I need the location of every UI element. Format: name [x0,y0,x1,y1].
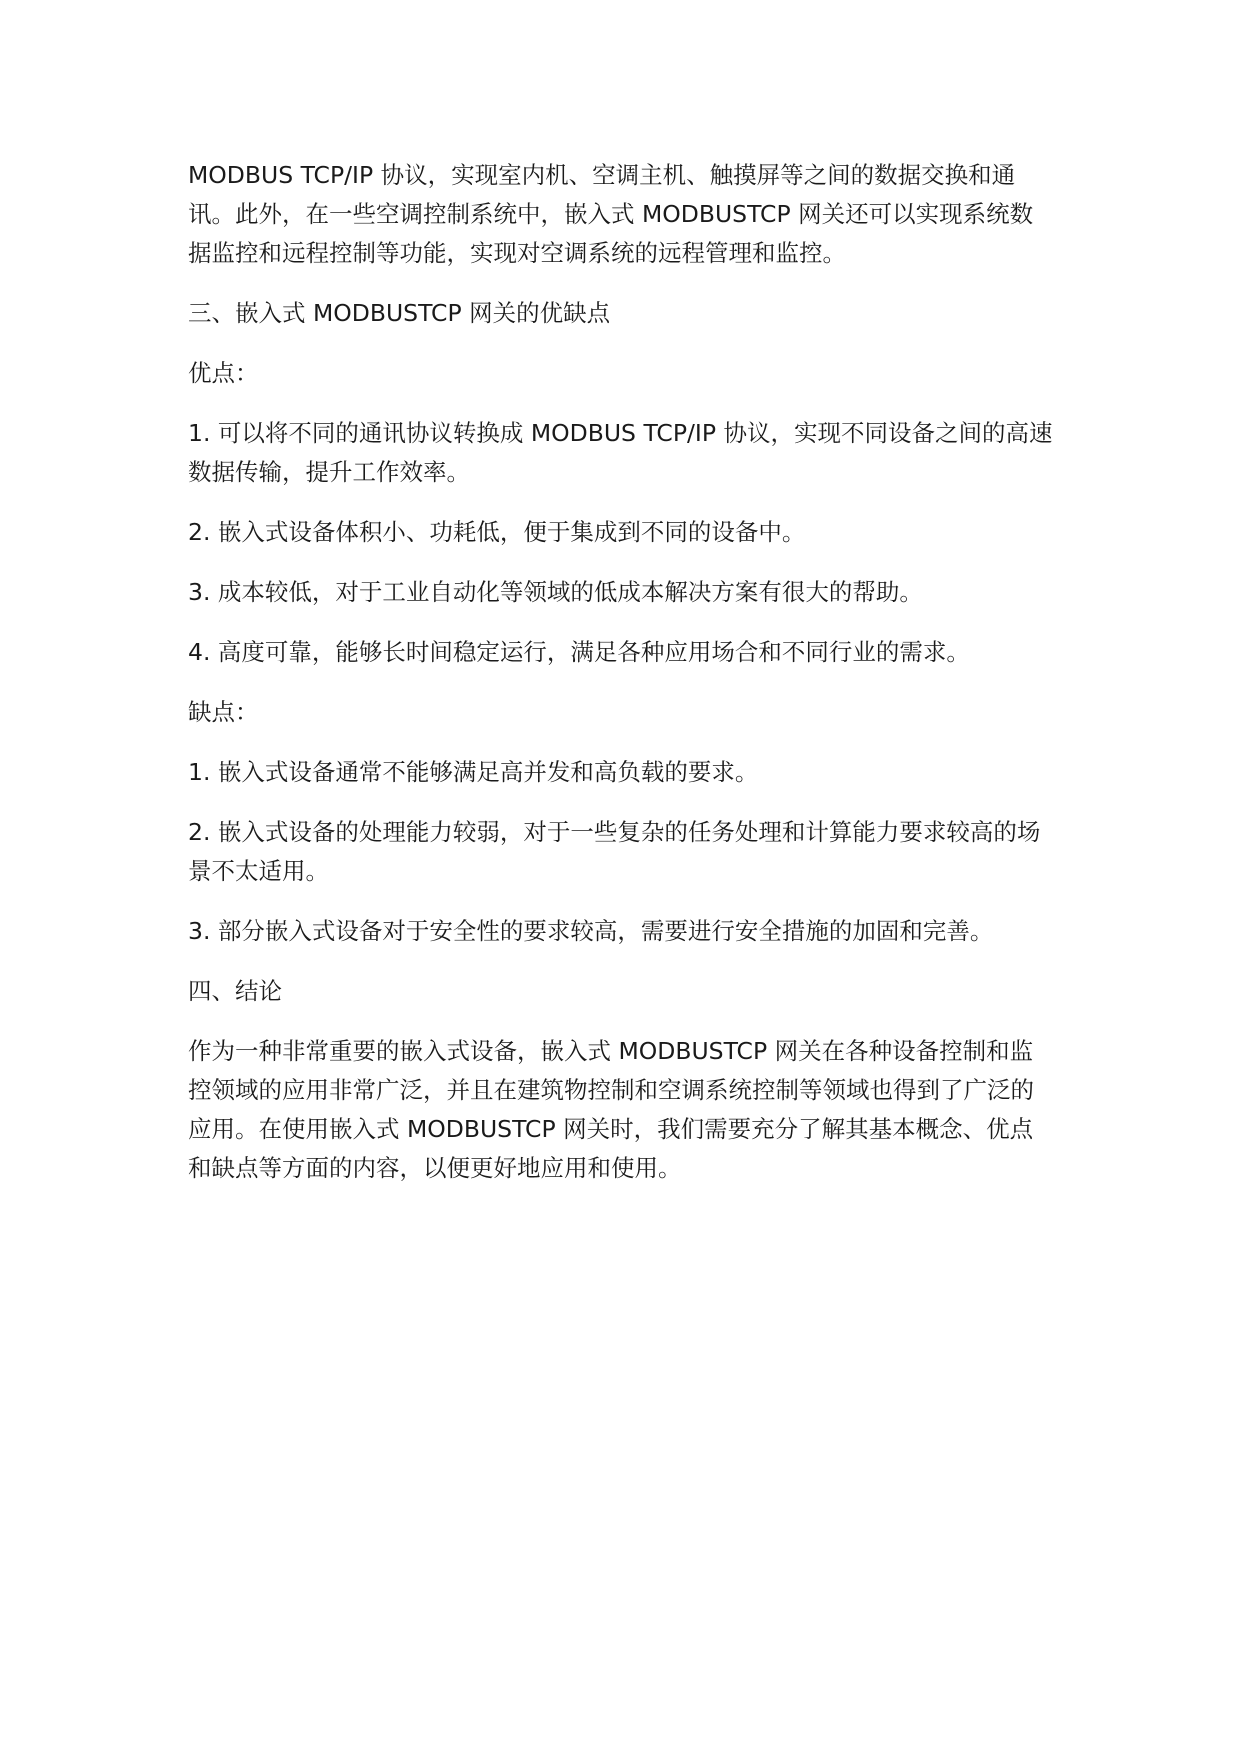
section-heading-pros-cons: 三、嵌入式 MODBUSTCP 网关的优缺点 [188,299,611,327]
section-heading-conclusion: 四、结论 [188,977,282,1005]
advantage-item-3: 3. 成本较低，对于工业自动化等领域的低成本解决方案有很大的帮助。 [188,578,923,606]
advantage-item-2: 2. 嵌入式设备体积小、功耗低，便于集成到不同的设备中。 [188,518,806,546]
disadvantage-item-2: 2. 嵌入式设备的处理能力较弱，对于一些复杂的任务处理和计算能力要求较高的场景不太适用。 [188,818,1041,885]
paragraph-conclusion: 作为一种非常重要的嵌入式设备，嵌入式 MODBUSTCP 网关在各种设备控制和监控领域的应用非常广泛，并且在建筑物控制和空调系统控制等领域也得到了广泛的应用。在使用嵌入式 MODBUSTCP 网关时，我们需要充分了解其基本概念、优点和缺点等方面的内容，以便更好地应用和使用。 [188,1037,1034,1182]
paragraph-intro-continued: MODBUS TCP/IP 协议，实现室内机、空调主机、触摸屏等之间的数据交换和通讯。此外，在一些空调控制系统中，嵌入式 MODBUSTCP 网关还可以实现系统数据监控和远程控制等功能，实现对空调系统的远程管理和监控。 [188,161,1034,267]
document-body [188,156,1054,1209]
advantage-item-4: 4. 高度可靠，能够长时间稳定运行，满足各种应用场合和不同行业的需求。 [188,638,970,666]
disadvantages-label: 缺点： [188,698,259,726]
disadvantage-item-3: 3. 部分嵌入式设备对于安全性的要求较高，需要进行安全措施的加固和完善。 [188,917,994,945]
disadvantage-item-1: 1. 嵌入式设备通常不能够满足高并发和高负载的要求。 [188,758,759,786]
advantages-label: 优点： [188,359,259,387]
advantage-item-1: 1. 可以将不同的通讯协议转换成 MODBUS TCP/IP 协议，实现不同设备之间的高速数据传输，提升工作效率。 [188,419,1053,486]
